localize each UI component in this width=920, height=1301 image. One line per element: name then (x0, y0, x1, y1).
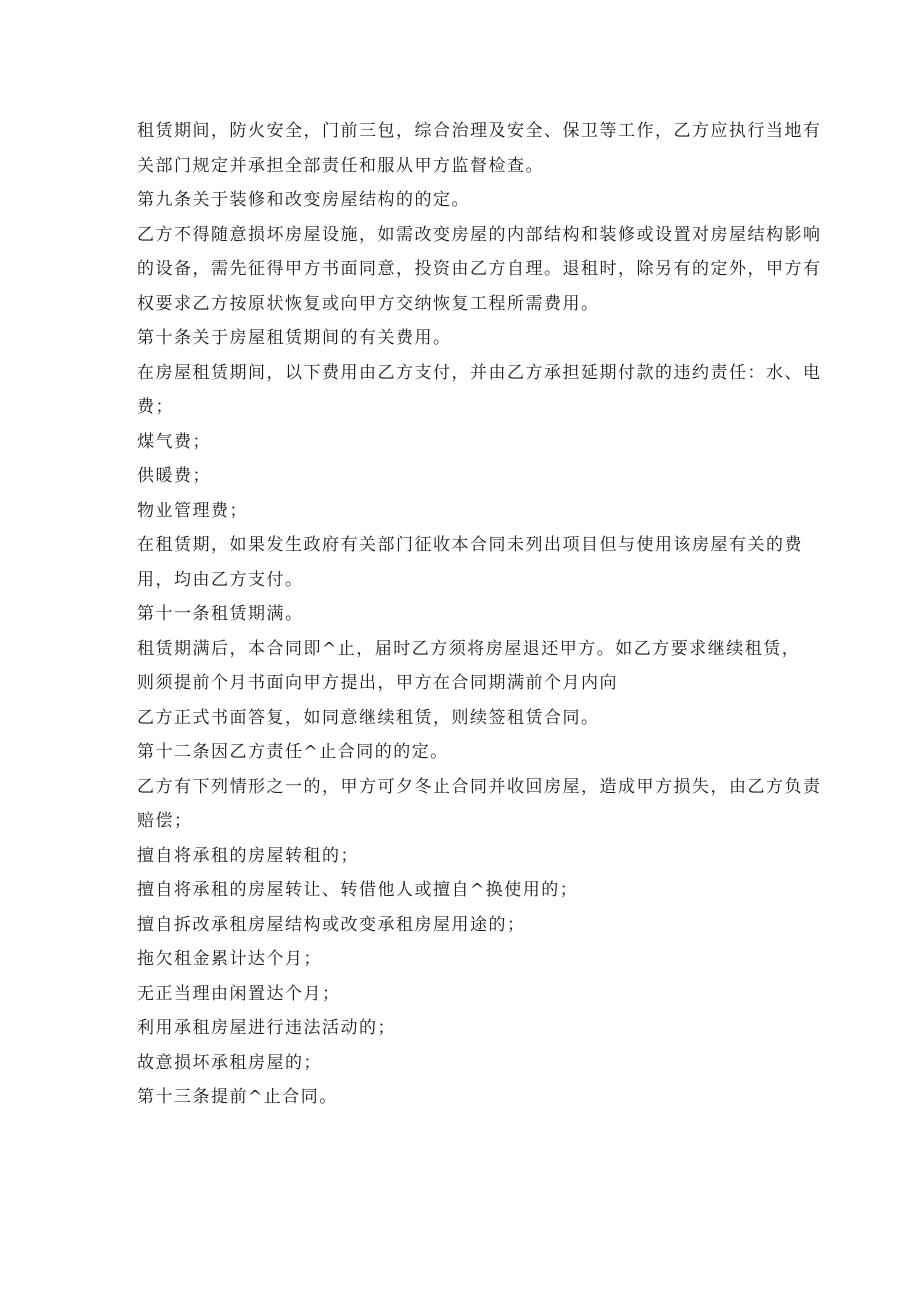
text-line: 乙方不得随意损坏房屋设施，如需改变房屋的内部结构和装修或设置对房屋结构影响 (137, 224, 822, 245)
text-line: 则须提前个月书面向甲方提出，甲方在合同期满前个月内向 (137, 673, 618, 693)
list-item: 擅自拆改承租房屋结构或改变承租房屋用途的； (137, 914, 526, 935)
section-heading: 第十三条提前^止合同。 (137, 1087, 338, 1107)
text-line: 在租赁期，如果发生政府有关部门征收本合同未列出项目但与使用该房屋有关的费 (137, 535, 803, 555)
section-heading: 第九条关于装修和改变房屋结构的的定。 (137, 190, 470, 210)
text-line: 的设备，需先征得甲方书面同意，投资由乙方自理。退租时，除另有的定外，甲方有 (137, 259, 822, 279)
section-heading: 第十一条租赁期满。 (137, 604, 304, 624)
text-line: 乙方有下列情形之一的，甲方可夕冬止合同并收回房屋，造成甲方损失，由乙方负责 (137, 776, 822, 797)
section-heading: 第十条关于房屋租赁期间的有关费用。 (137, 328, 452, 348)
list-item: 拖欠租金累计达个月； (137, 949, 322, 969)
list-item: 擅自将承租的房屋转让、转借他人或擅自^换使用的； (137, 880, 579, 900)
text-line: 用，均由乙方支付。 (137, 569, 304, 590)
text-line: 在房屋租赁期间，以下费用由乙方支付，并由乙方承担延期付款的违约责任：水、电 (137, 362, 822, 383)
text-line: 乙方正式书面答复，如同意继续租赁，则续签租赁合同。 (137, 707, 600, 728)
list-item: 煤气费； (137, 431, 211, 452)
text-line: 权要求乙方按原状恢复或向甲方交纳恢复工程所需费用。 (137, 293, 600, 314)
text-line: 关部门规定并承担全部责任和服从甲方监督检查。 (137, 155, 544, 176)
text-line: 赔偿； (137, 811, 193, 831)
document-page (137, 114, 822, 1115)
list-item: 无正当理由闲置达个月； (137, 983, 341, 1004)
list-item: 供暖费； (137, 466, 211, 486)
list-item: 故意损坏承租房屋的； (137, 1052, 322, 1073)
section-heading: 第十二条因乙方责任^止合同的的定。 (137, 742, 449, 762)
list-item: 物业管理费； (137, 500, 248, 521)
list-item: 利用承租房屋进行违法活动的； (137, 1018, 396, 1038)
list-item: 擅自将承租的房屋转租的； (137, 845, 359, 866)
text-line: 租赁期间，防火安全，门前三包，综合治理及安全、保卫等工作，乙方应执行当地有 (137, 121, 822, 141)
text-line: 租赁期满后，本合同即^止，届时乙方须将房屋退还甲方。如乙方要求继续租赁， (137, 638, 801, 659)
text-line: 费； (137, 397, 174, 417)
